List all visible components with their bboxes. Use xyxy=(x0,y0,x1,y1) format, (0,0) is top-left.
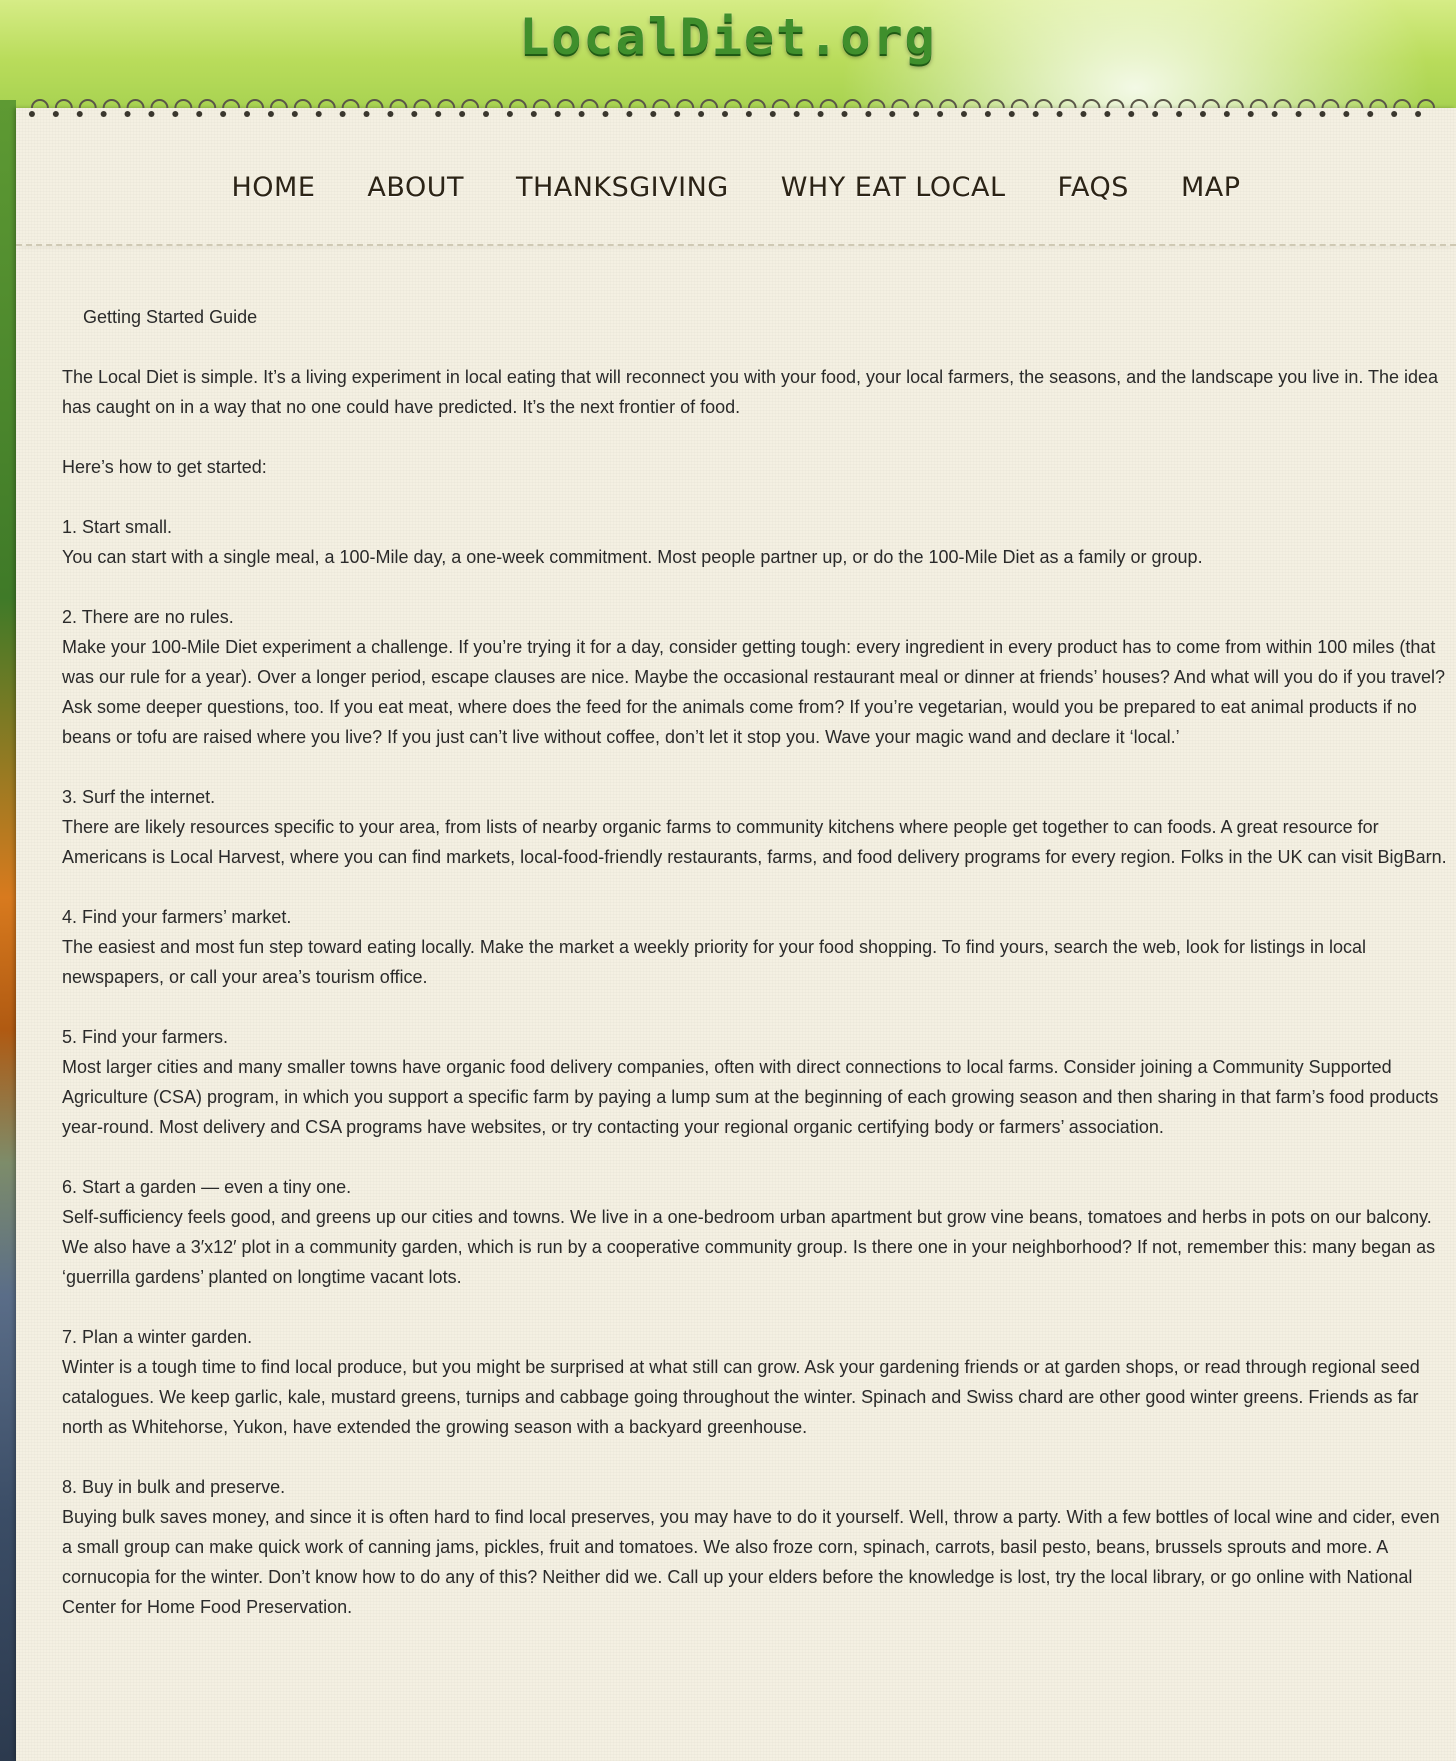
step-body: Most larger cities and many smaller towns have organic food delivery companies, often with direct connections to local farms. Consider joining a Community Supported Agriculture (CSA) program, in which you support a specific farm by paying a lump sum at the beginning of each growing season and then sharing in that farm’s food products year-round. Most delivery and CSA programs have websites, or try contacting your regional organic certifying body or farmers’ association. xyxy=(62,1057,1439,1137)
spiral-ring xyxy=(797,100,813,108)
nav-item-faqs[interactable]: FAQS xyxy=(1057,172,1129,203)
step-item xyxy=(62,1322,1452,1442)
spiral-ring xyxy=(1322,100,1338,108)
step-heading: 1. Start small. xyxy=(62,517,173,537)
site-logo[interactable]: LocalDiet.org xyxy=(519,8,937,66)
spiral-ring xyxy=(821,100,837,108)
spiral-ring xyxy=(343,100,359,108)
spiral-ring xyxy=(1155,100,1171,108)
spiral-ring xyxy=(390,100,406,108)
spiral-ring xyxy=(868,100,884,108)
spiral-ring xyxy=(247,100,263,108)
spiral-ring xyxy=(486,100,502,108)
spiral-ring xyxy=(1394,100,1410,108)
spiral-ring xyxy=(1299,100,1315,108)
spiral-ring xyxy=(1107,100,1123,108)
spiral-ring xyxy=(271,100,287,108)
spiral-ring xyxy=(558,100,574,108)
article-content xyxy=(62,302,1452,1652)
spiral-ring xyxy=(1083,100,1099,108)
step-heading: 8. Buy in bulk and preserve. xyxy=(62,1477,286,1497)
spiral-ring xyxy=(892,100,908,108)
spiral-ring xyxy=(1012,100,1028,108)
step-item xyxy=(62,602,1452,752)
spiral-ring xyxy=(629,100,645,108)
spiral-ring xyxy=(1370,100,1386,108)
step-heading: 6. Start a garden — even a tiny one. xyxy=(62,1177,352,1197)
step-heading: 2. There are no rules. xyxy=(62,607,234,627)
step-body: You can start with a single meal, a 100-Mile day, a one-week commitment. Most people partner up, or do the 100-Mile Diet as a family or group. xyxy=(62,547,1203,567)
step-heading: 7. Plan a winter garden. xyxy=(62,1327,253,1347)
spiral-ring xyxy=(677,100,693,108)
spiral-ring xyxy=(128,100,144,108)
spiral-ring xyxy=(1036,100,1052,108)
spiral-ring xyxy=(1179,100,1195,108)
spiral-ring xyxy=(844,100,860,108)
spiral-ring xyxy=(462,100,478,108)
spiral-ring xyxy=(773,100,789,108)
step-item xyxy=(62,1022,1452,1142)
spiral-ring xyxy=(988,100,1004,108)
spiral-ring xyxy=(199,100,215,108)
step-body: Winter is a tough time to find local produce, but you might be surprised at what still can grow. Ask your gardening friends or at garden shops, or read through regional seed catalogues. We keep garlic, kale, mustard greens, turnips and cabbage going throughout the winter. Spinach and Swiss chard are other good winter greens. Friends as far north as Whitehorse, Yukon, have extended the growing season with a backyard greenhouse. xyxy=(62,1357,1420,1437)
spiral-ring xyxy=(319,100,335,108)
nav-item-map[interactable]: MAP xyxy=(1180,172,1241,203)
spiral-ring xyxy=(1060,100,1076,108)
step-body: There are likely resources specific to your area, from lists of nearby organic farms to community kitchens where people get together to can foods. A great resource for Americans is Local Harvest, where you can find markets, local-food-friendly restaurants, farms, and food delivery programs for every region. Folks in the UK can visit BigBarn. xyxy=(62,817,1447,867)
step-item xyxy=(62,1472,1452,1622)
step-heading: 5. Find your farmers. xyxy=(62,1027,229,1047)
spiral-ring xyxy=(653,100,669,108)
spiral-ring xyxy=(510,100,526,108)
step-body: Make your 100-Mile Diet experiment a challenge. If you’re trying it for a day, consider getting tough: every ingredient in every product has to come from within 100 miles (that was our rule for a year). Over a longer period, escape clauses are nice. Maybe the occasional restaurant meal or dinner at friends’ houses? And what will you do if you travel? Ask some deeper questions, too. If you eat meat, where does the feed for the animals come from? If you’re vegetarian, would you be prepared to eat animal products if no beans or tofu are raised where you live? If you just can’t live without coffee, don’t let it stop you. Wave your magic wand and declare it ‘local.’ xyxy=(62,637,1446,747)
spiral-ring xyxy=(1251,100,1267,108)
spiral-ring xyxy=(916,100,932,108)
step-item xyxy=(62,1172,1452,1292)
spiral-ring xyxy=(1275,100,1291,108)
main-navigation xyxy=(16,108,1456,246)
step-item xyxy=(62,902,1452,992)
spiral-ring xyxy=(940,100,956,108)
spiral-ring xyxy=(1131,100,1147,108)
spiral-ring xyxy=(414,100,430,108)
step-heading: 3. Surf the internet. xyxy=(62,787,216,807)
spiral-ring xyxy=(1203,100,1219,108)
spiral-ring xyxy=(175,100,191,108)
spiral-ring xyxy=(295,100,311,108)
nav-item-thanksgiving[interactable]: THANKSGIVING xyxy=(515,172,729,203)
spiral-ring xyxy=(367,100,383,108)
step-body: Self-sufficiency feels good, and greens up our cities and towns. We live in a one-bedroom urban apartment but grow vine beans, tomatoes and herbs in pots on our balcony. We also have a 3′x12′ plot in a community garden, which is run by a cooperative community group. Is there one in your neighborhood? If not, remember this: many began as ‘guerrilla gardens’ planted on longtime vacant lots. xyxy=(62,1207,1436,1287)
spiral-ring xyxy=(749,100,765,108)
page-title: Getting Started Guide xyxy=(83,307,258,327)
spiral-ring xyxy=(32,100,48,108)
spiral-ring xyxy=(582,100,598,108)
spiral-ring xyxy=(725,100,741,108)
spiral-ring xyxy=(1418,100,1434,108)
spiral-ring xyxy=(964,100,980,108)
spiral-ring xyxy=(223,100,239,108)
spiral-ring xyxy=(534,100,550,108)
spiral-ring xyxy=(1227,100,1243,108)
how-to-paragraph: Here’s how to get started: xyxy=(62,457,267,477)
step-item xyxy=(62,512,1452,572)
step-item xyxy=(62,782,1452,872)
step-heading: 4. Find your farmers’ market. xyxy=(62,907,292,927)
spiral-ring xyxy=(1346,100,1362,108)
nav-item-about[interactable]: ABOUT xyxy=(367,172,464,203)
nav-item-why-eat-local[interactable]: WHY EAT LOCAL xyxy=(780,172,1006,203)
nav-item-home[interactable]: HOME xyxy=(231,172,316,203)
spiral-ring xyxy=(151,100,167,108)
background-photo-strip xyxy=(0,100,16,1761)
spiral-ring xyxy=(104,100,120,108)
step-body: Buying bulk saves money, and since it is often hard to find local preserves, you may have to do it yourself. Well, throw a party. With a few bottles of local wine and cider, even a small group can make quick work of canning jams, pickles, fruit and tomatoes. We also froze corn, spinach, carrots, basil pesto, beans, brussels sprouts and more. A cornucopia for the winter. Don’t know how to do any of this? Neither did we. Call up your elders before the knowledge is lost, try the local library, or go online with National Center for Home Food Preservation. xyxy=(62,1507,1440,1617)
spiral-ring xyxy=(56,100,72,108)
step-body: The easiest and most fun step toward eating locally. Make the market a weekly priority for your food shopping. To find yours, search the web, look for listings in local newspapers, or call your area’s tourism office. xyxy=(62,937,1366,987)
spiral-ring xyxy=(701,100,717,108)
spiral-ring xyxy=(80,100,96,108)
intro-paragraph: The Local Diet is simple. It’s a living experiment in local eating that will reconnect you with your food, your local farmers, the seasons, and the landscape you live in. The idea has caught on in a way that no one could have predicted. It’s the next frontier of food. xyxy=(62,367,1439,417)
spiral-ring xyxy=(606,100,622,108)
spiral-ring xyxy=(438,100,454,108)
